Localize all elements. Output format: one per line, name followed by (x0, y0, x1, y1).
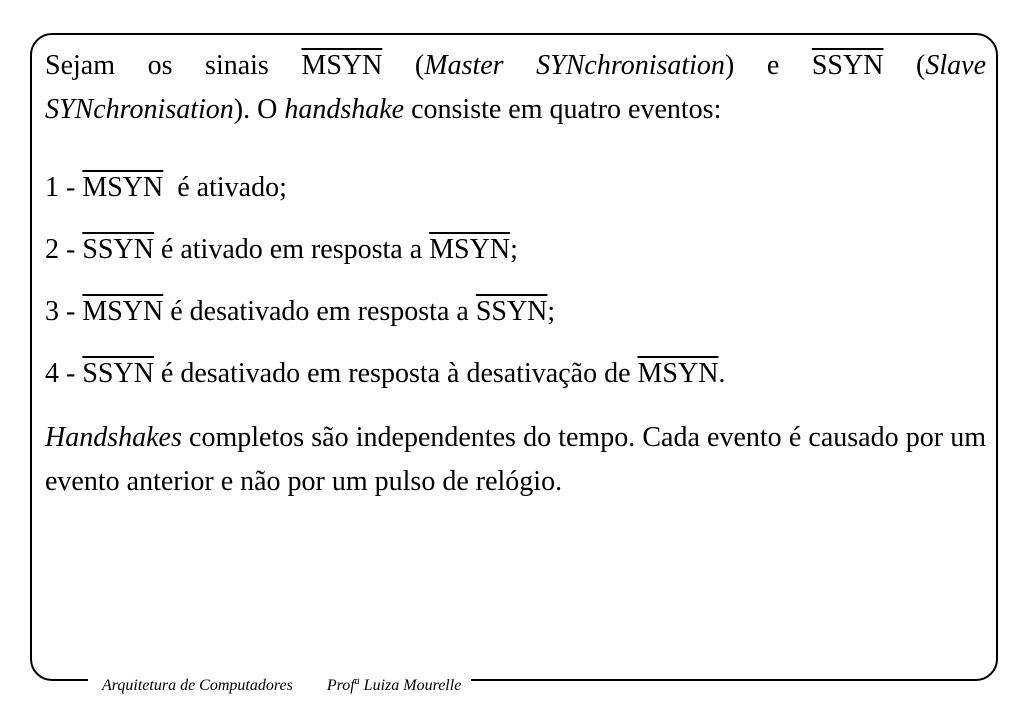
event-item-1 (45, 168, 986, 208)
intro-text: ) e (724, 50, 812, 81)
event-signal: MSYN (82, 296, 164, 327)
event-signal: MSYN (82, 172, 164, 203)
event-signal: SSYN (82, 234, 154, 265)
event-signal: MSYN (429, 234, 511, 265)
slide-footer (30, 664, 998, 694)
event-text: ; (510, 234, 518, 265)
footer-label (88, 670, 471, 694)
event-signal: MSYN (637, 358, 719, 389)
intro-text: ( (382, 50, 425, 81)
footer-author (327, 677, 461, 694)
event-text: é desativado em resposta a (163, 296, 476, 327)
event-text: . (718, 358, 726, 389)
footer-course: Arquitetura de Computadores (102, 677, 293, 694)
signal-msyn: MSYN (301, 50, 383, 81)
signal-ssyn: SSYN (811, 50, 884, 81)
slave-sync-term: Slave SYNchronisation (45, 50, 986, 125)
intro-text: ( (883, 50, 926, 81)
intro-text: consiste em quatro eventos: (404, 94, 722, 125)
event-number: 1 - (45, 172, 83, 203)
event-text: é desativado em resposta à desativação de (153, 358, 638, 389)
slide-content (45, 44, 986, 504)
event-text: ; (547, 296, 556, 327)
event-signal: SSYN (82, 358, 154, 389)
footer-author-prefix: Prof (326, 677, 355, 694)
event-item-3 (45, 292, 986, 332)
event-number: 3 - (45, 296, 83, 327)
intro-text: ). O (233, 94, 285, 125)
closing-text: completos são independentes do tempo. Cada evento é causado por um evento anterior e não por um pulso de relógio. (45, 422, 986, 497)
handshakes-term: Handshakes (45, 422, 182, 453)
closing-paragraph (45, 416, 986, 504)
footer-author-name: Luiza Mourelle (359, 677, 462, 694)
intro-paragraph (45, 44, 986, 132)
event-item-4 (45, 354, 986, 394)
event-text: é ativado; (163, 172, 287, 203)
master-sync-term: Master SYNchronisation (424, 50, 725, 81)
footer-author-sup: a (354, 676, 360, 687)
intro-text: Sejam os sinais (45, 50, 302, 81)
event-number: 4 - (45, 358, 83, 389)
handshake-term: handshake (284, 94, 405, 125)
event-number: 2 - (45, 234, 83, 265)
event-text: é ativado em resposta a (153, 234, 430, 265)
event-signal: SSYN (475, 296, 548, 327)
event-item-2 (45, 230, 986, 270)
